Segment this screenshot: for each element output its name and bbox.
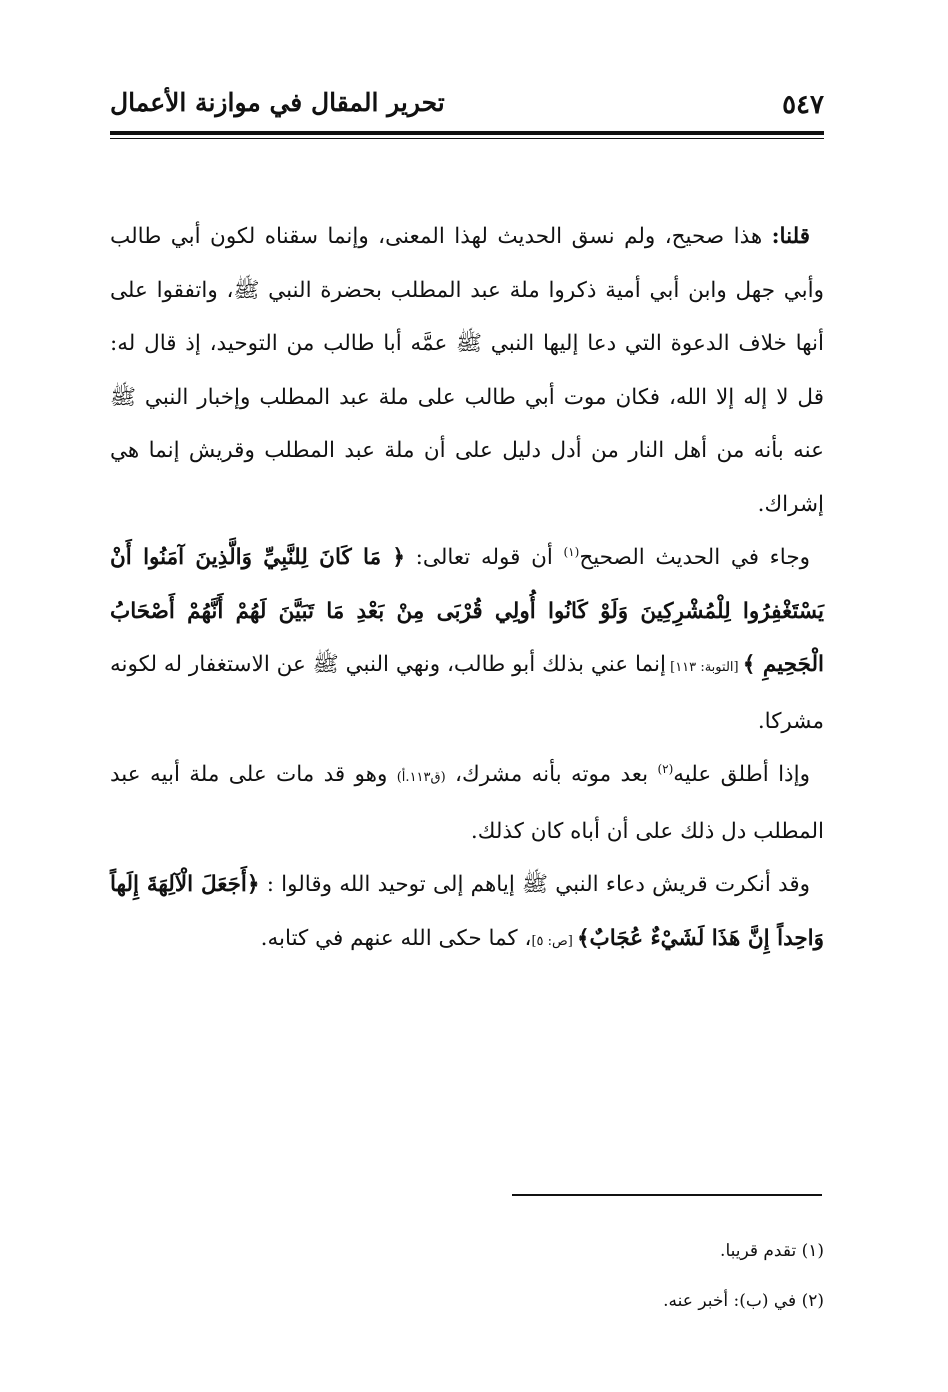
paragraph-3 [110,748,824,858]
main-text [110,210,824,968]
page-number: ٥٤٧ [782,90,824,120]
quran-verse: ﴿ مَا كَانَ لِلنَّبِيِّ وَالَّذِينَ آمَنُوا أَنْ يَسْتَغْفِرُوا لِلْمُشْرِكِينَ وَلَوْ كَانُوا أُولِي قُرْبَى مِنْ بَعْدِ مَا تَبَيَّنَ لَهُمْ أَنَّهُمْ أَصْحَابُ الْجَحِيمِ ﴾ [110,545,824,677]
paragraph-1 [110,210,824,531]
manuscript-ref: (ق١١٣.أ) [396,770,446,785]
paragraph-text: وإذا أطلق عليه [673,762,810,787]
verse-citation: [ص: ٥] [531,933,577,949]
paragraph-text: ، كما حكى الله عنهم في كتابه. [260,925,532,951]
lead-word: قلنا: [771,224,810,249]
footnote-ref-1: (١) [563,544,580,559]
verse-citation: [التوبة: ١١٣] [665,660,743,675]
paragraph-4 [110,858,824,968]
paragraph-text: هذا صحيح، ولم نسق الحديث لهذا المعنى، وإنما سقناه لكون أبي طالب وأبي جهل وابن أبي أمية ذكروا ملة عبد المطلب بحضرة النبي ﷺ، واتفقوا على أنها خلاف الدعوة التي دعا إليها النبي ﷺ عمَّه أبا طالب من التوحيد، إذ قال له: قل لا إله إلا الله، فكان موت أبي طالب على ملة عبد المطلب وإخبار النبي ﷺ عنه بأنه من أهل النار من أدل دليل على أن ملة عبد المطلب وقريش إنما هي إشراك. [110,224,824,517]
header-rule-thin [110,138,824,139]
paragraph-text: وجاء في الحديث الصحيح [579,545,811,570]
footnotes [224,1226,824,1326]
footnote-ref-2: (٢) [657,761,674,776]
quran-verse: ﴿أَجَعَلَ الْآلِهَةَ إِلَهاً وَاحِداً إِنَّ هَذَا لَشَيْءٌ عُجَابٌ﴾ [110,872,824,951]
paragraph-text: أن قوله تعالى: [405,545,564,570]
footnote-separator [512,1194,822,1196]
running-title: تحرير المقال في موازنة الأعمال [110,88,445,117]
footnote-1: (١) تقدم قريبا. [720,1241,824,1261]
header-rule-thick [110,131,824,135]
paragraph-text: إنما عني بذلك أبو طالب، ونهي النبي ﷺ عن الاستغفار له لكونه مشركا. [110,652,824,734]
paragraph-text: بعد موته بأنه مشرك، [445,762,658,787]
paragraph-text: وهو قد مات على ملة أبيه عبد المطلب دل ذلك على أن أباه كان كذلك. [110,762,824,844]
page-header [110,84,824,124]
paragraph-2 [110,531,824,748]
footnote-2: (٢) في (ب): أخبر عنه. [663,1291,824,1311]
paragraph-text: وقد أنكرت قريش دعاء النبي ﷺ إياهم إلى توحيد الله وقالوا : [266,872,810,897]
